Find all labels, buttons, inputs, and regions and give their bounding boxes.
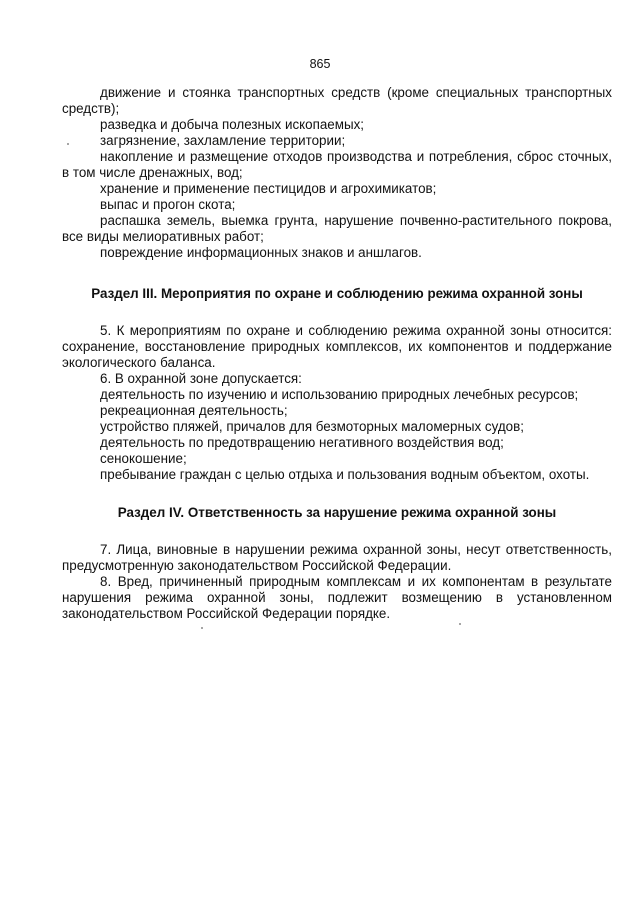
paragraph: 7. Лица, виновные в нарушении режима охранной зоны, несут ответственность, предусмотренную законодательством Российской Федерации.: [62, 542, 612, 573]
section-3-heading: Раздел III. Мероприятия по охране и соблюдению режима охранной зоны: [91, 286, 583, 301]
paragraph: 8. Вред, причиненный природным комплексам и их компонентам в результате нарушения режима охранной зоны, подлежит возмещению в установленном законодательством Российской Федерации порядке.: [62, 574, 612, 621]
document-body: [62, 85, 612, 622]
scan-speck: [459, 623, 461, 625]
list-item: рекреационная деятельность;: [100, 403, 288, 418]
list-item: накопление и размещение отходов производства и потребления, сброс сточных, в том числе дренажных, вод;: [62, 149, 612, 180]
page-number: 865: [309, 57, 331, 71]
list-item: выпас и прогон скота;: [100, 197, 236, 212]
list-item: устройство пляжей, причалов для безмоторных маломерных судов;: [100, 419, 524, 434]
list-item: сенокошение;: [100, 451, 187, 466]
list-item: хранение и применение пестицидов и агрохимикатов;: [100, 181, 437, 196]
scan-speck: [201, 627, 203, 629]
scan-speck: [67, 143, 69, 145]
list-item: пребывание граждан с целью отдыха и пользования водным объектом, охоты.: [100, 467, 590, 482]
list-item: деятельность по предотвращению негативного воздействия вод;: [100, 435, 504, 450]
section-4-body: [62, 542, 612, 622]
list-item: загрязнение, захламление территории;: [100, 133, 346, 148]
paragraph: 5. К мероприятиям по охране и соблюдению режима охранной зоны относится: сохранение, восстановление природных комплексов, их компонентов и поддержание экологического баланса.: [62, 323, 612, 370]
list-item: повреждение информационных знаков и аншлагов.: [100, 245, 422, 260]
list-item: распашка земель, выемка грунта, нарушение почвенно-растительного покрова, все виды мелиоративных работ;: [62, 213, 612, 244]
list-item: разведка и добыча полезных ископаемых;: [100, 117, 365, 132]
paragraph: 6. В охранной зоне допускается:: [100, 371, 302, 386]
section-3-body: [62, 323, 612, 483]
prohibited-activities-list: [62, 85, 612, 261]
section-4-heading: Раздел IV. Ответственность за нарушение режима охранной зоны: [117, 505, 557, 520]
list-item: движение и стоянка транспортных средств (кроме специальных транспортных средств);: [62, 85, 612, 116]
list-item: деятельность по изучению и использованию природных лечебных ресурсов;: [100, 387, 579, 402]
